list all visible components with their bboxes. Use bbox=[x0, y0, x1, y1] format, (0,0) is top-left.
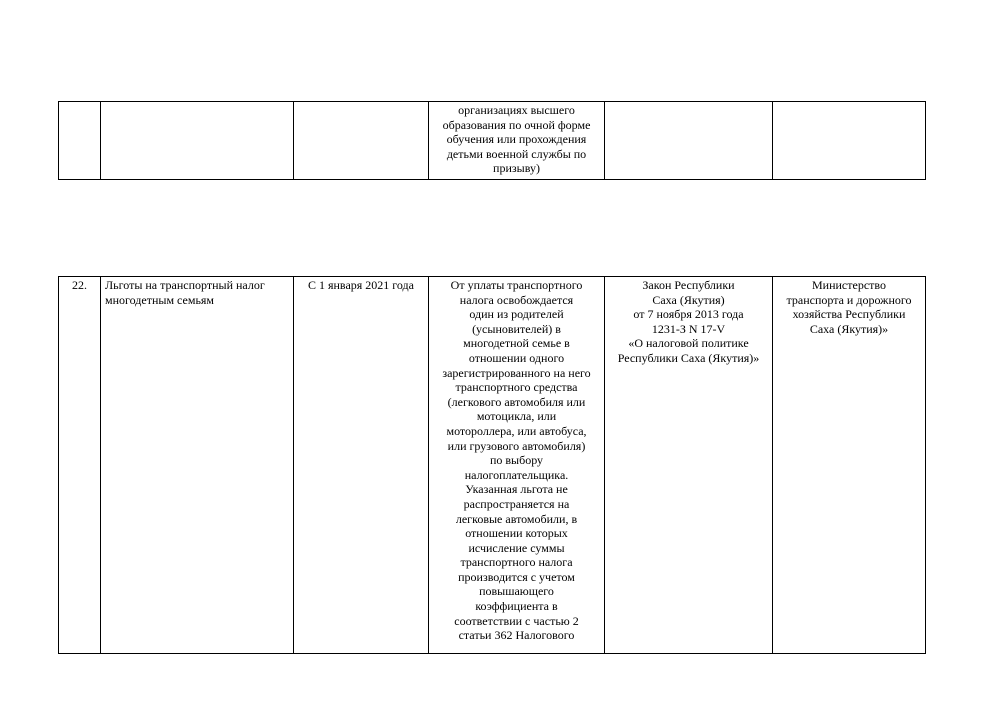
text-line: Республики Саха (Якутия)» bbox=[617, 350, 760, 365]
text-line: Льготы на транспортный налог bbox=[105, 278, 265, 292]
text-line: Саха (Якутия)» bbox=[809, 321, 889, 336]
text-line: налогоплательщика. bbox=[464, 467, 569, 482]
cell-benefit-name bbox=[101, 102, 294, 180]
table-row-22 bbox=[59, 277, 926, 654]
cell-responsible-body bbox=[773, 102, 926, 180]
responsible-body bbox=[773, 277, 926, 654]
continuation-table bbox=[58, 101, 926, 180]
text-line: от 7 ноября 2013 года bbox=[633, 307, 744, 322]
benefits-table bbox=[58, 276, 926, 654]
text-line: обучения или прохождения bbox=[446, 132, 587, 147]
text-line: Министерство bbox=[812, 278, 886, 292]
text-line: мотороллера, или автобуса, bbox=[446, 423, 587, 438]
text-line: многодетным семьям bbox=[105, 292, 215, 307]
text-line: 1231-З N 17-V bbox=[651, 321, 726, 336]
text-line: призыву) bbox=[493, 161, 540, 176]
text-line: налога освобождается bbox=[459, 292, 574, 307]
text-line: коэффициента в bbox=[475, 599, 558, 614]
text-line: Указанная льгота не bbox=[465, 482, 568, 497]
text-line: Саха (Якутия) bbox=[652, 292, 725, 307]
text-line: (усыновителей) в bbox=[472, 321, 561, 336]
text-line: Закон Республики bbox=[642, 278, 735, 292]
text-line: транспортного средства bbox=[455, 380, 578, 395]
row-number: 22. bbox=[59, 277, 101, 654]
text-line: производится с учетом bbox=[458, 569, 575, 584]
text-line: повышающего bbox=[479, 584, 554, 599]
text-line: От уплаты транспортного bbox=[450, 278, 583, 292]
text-line: соответствии с частью 2 bbox=[454, 613, 579, 628]
text-line: хозяйства Республики bbox=[792, 307, 906, 322]
cell-number bbox=[59, 102, 101, 180]
text-line: отношении которых bbox=[465, 526, 568, 541]
text-line: один из родителей bbox=[469, 307, 564, 322]
benefit-name bbox=[101, 277, 294, 654]
text-line: исчисление суммы bbox=[468, 540, 565, 555]
text-line: организациях высшего bbox=[458, 103, 575, 117]
text-line: статьи 362 Налогового bbox=[458, 628, 575, 643]
text-line: детьми военной службы по bbox=[446, 146, 587, 161]
text-line: образования по очной форме bbox=[442, 117, 591, 132]
cell-legal-act bbox=[605, 102, 773, 180]
text-line: (легкового автомобиля или bbox=[447, 394, 586, 409]
text-line: отношении одного bbox=[468, 350, 565, 365]
text-line: по выбору bbox=[489, 453, 544, 468]
text-line: зарегистрированного на него bbox=[442, 365, 591, 380]
legal-act bbox=[605, 277, 773, 654]
text-line: или грузового автомобиля) bbox=[447, 438, 586, 453]
text-line: «О налоговой политике bbox=[628, 336, 749, 351]
text-line: мотоцикла, или bbox=[476, 409, 557, 424]
text-line: транспортного налога bbox=[460, 555, 573, 570]
benefit-description bbox=[429, 277, 605, 654]
table-row-continuation bbox=[59, 102, 926, 180]
cell-description bbox=[429, 102, 605, 180]
text-line: транспорта и дорожного bbox=[786, 292, 912, 307]
text-line: легковые автомобили, в bbox=[455, 511, 578, 526]
start-date: С 1 января 2021 года bbox=[294, 277, 429, 654]
text-line: распространяется на bbox=[463, 496, 570, 511]
cell-start-date bbox=[294, 102, 429, 180]
text-line: многодетной семье в bbox=[463, 336, 570, 351]
